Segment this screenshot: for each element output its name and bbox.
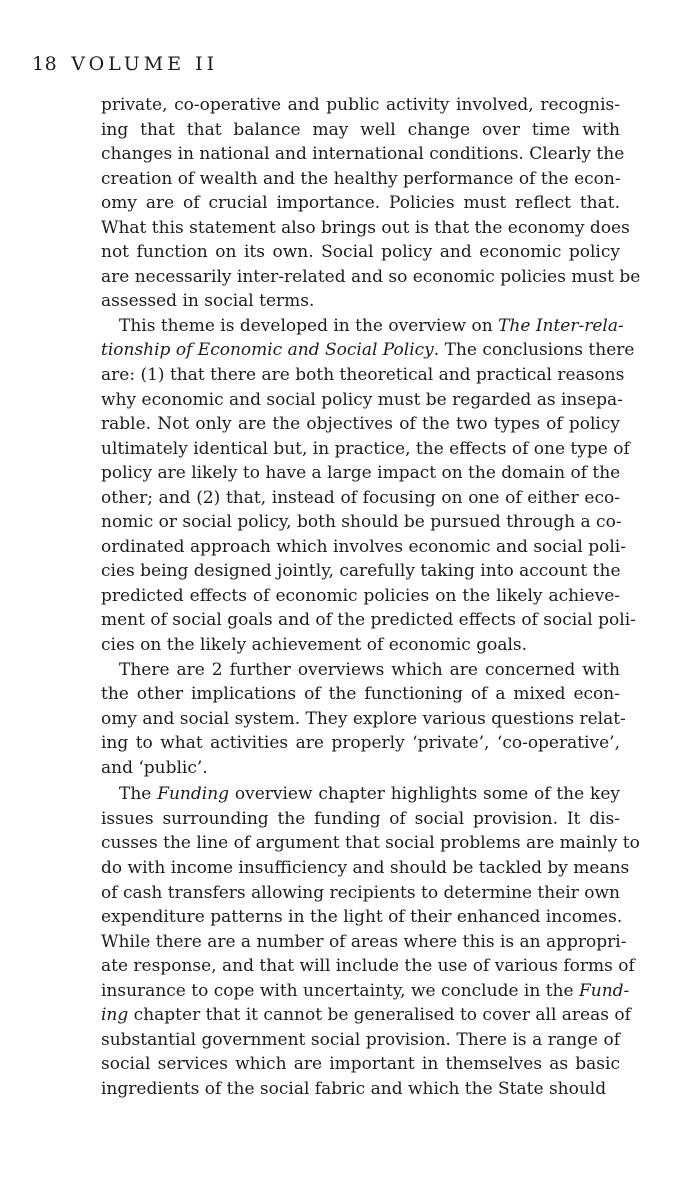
running-head [32, 52, 218, 76]
text-line: cies being designed jointly, carefully taking into account the [101, 561, 621, 582]
text-line: insurance to cope with uncertainty, we conclude in the Fund- [101, 980, 630, 1001]
text-line: tionship of Economic and Social Policy. The conclusions there [101, 340, 635, 361]
text-line: omy and social system. They explore various questions relat- [101, 708, 626, 729]
text-line: of cash transfers allowing recipients to determine their own [101, 882, 620, 903]
text-line: There are 2 further overviews which are concerned with [119, 659, 620, 680]
volume-label: VOLUME II [71, 53, 219, 75]
text-line: ment of social goals and of the predicted effects of social poli- [101, 610, 636, 631]
text-line: ordinated approach which involves economic and social poli- [101, 536, 626, 557]
text-line: What this statement also brings out is that the economy does [101, 217, 630, 238]
text-line: ing chapter that it cannot be generalised to cover all areas of [101, 1005, 631, 1026]
text-line: why economic and social policy must be regarded as insepa- [101, 389, 623, 410]
text-line: While there are a number of areas where this is an appropri- [101, 931, 627, 952]
text-line: changes in national and international conditions. Clearly the [101, 144, 625, 165]
text-line: social services which are important in themselves as basic [101, 1054, 620, 1075]
text-line: other; and (2) that, instead of focusing on one of either eco- [101, 487, 620, 508]
text-line: issues surrounding the funding of social provision. It dis- [101, 808, 620, 829]
text-line: not function on its own. Social policy and economic policy [101, 242, 620, 263]
text-line: do with income insufficiency and should be tackled by means [101, 857, 630, 878]
text-line: assessed in social terms. [101, 291, 315, 312]
text-line: ing that that balance may well change over time with [101, 119, 620, 140]
text-line: The Funding overview chapter highlights some of the key [119, 784, 620, 805]
text-line: cusses the line of argument that social problems are mainly to [101, 833, 640, 854]
text-line: nomic or social policy, both should be pursued through a co- [101, 512, 622, 533]
text-line: ingredients of the social fabric and which the State should [101, 1078, 607, 1099]
text-line: rable. Not only are the objectives of the two types of policy [101, 414, 620, 435]
text-line: the other implications of the functioning of a mixed econ- [101, 684, 620, 705]
text-line: expenditure patterns in the light of their enhanced incomes. [101, 907, 623, 928]
text-line: cies on the likely achievement of economic goals. [101, 635, 528, 656]
text-line: policy are likely to have a large impact on the domain of the [101, 463, 621, 484]
text-line: predicted effects of economic policies on the likely achieve- [101, 585, 620, 606]
text-line: private, co-operative and public activity involved, recognis- [101, 95, 620, 115]
text-line: ing to what activities are properly ‘private’, ‘co-operative’, [101, 733, 620, 754]
page-number: 18 [32, 53, 58, 75]
text-line: This theme is developed in the overview on The Inter-rela- [119, 315, 624, 336]
text-line: are necessarily inter-related and so economic policies must be [101, 266, 641, 287]
text-line: ate response, and that will include the use of various forms of [101, 956, 635, 977]
body-text [101, 93, 641, 1101]
text-line: are: (1) that there are both theoretical and practical reasons [101, 365, 625, 386]
text-line: creation of wealth and the healthy performance of the econ- [101, 168, 621, 189]
text-line: ultimately identical but, in practice, the effects of one type of [101, 438, 630, 459]
text-line: substantial government social provision. There is a range of [101, 1029, 620, 1050]
text-line: omy are of crucial importance. Policies must reflect that. [101, 193, 620, 214]
text-line: and ‘public’. [101, 757, 208, 778]
